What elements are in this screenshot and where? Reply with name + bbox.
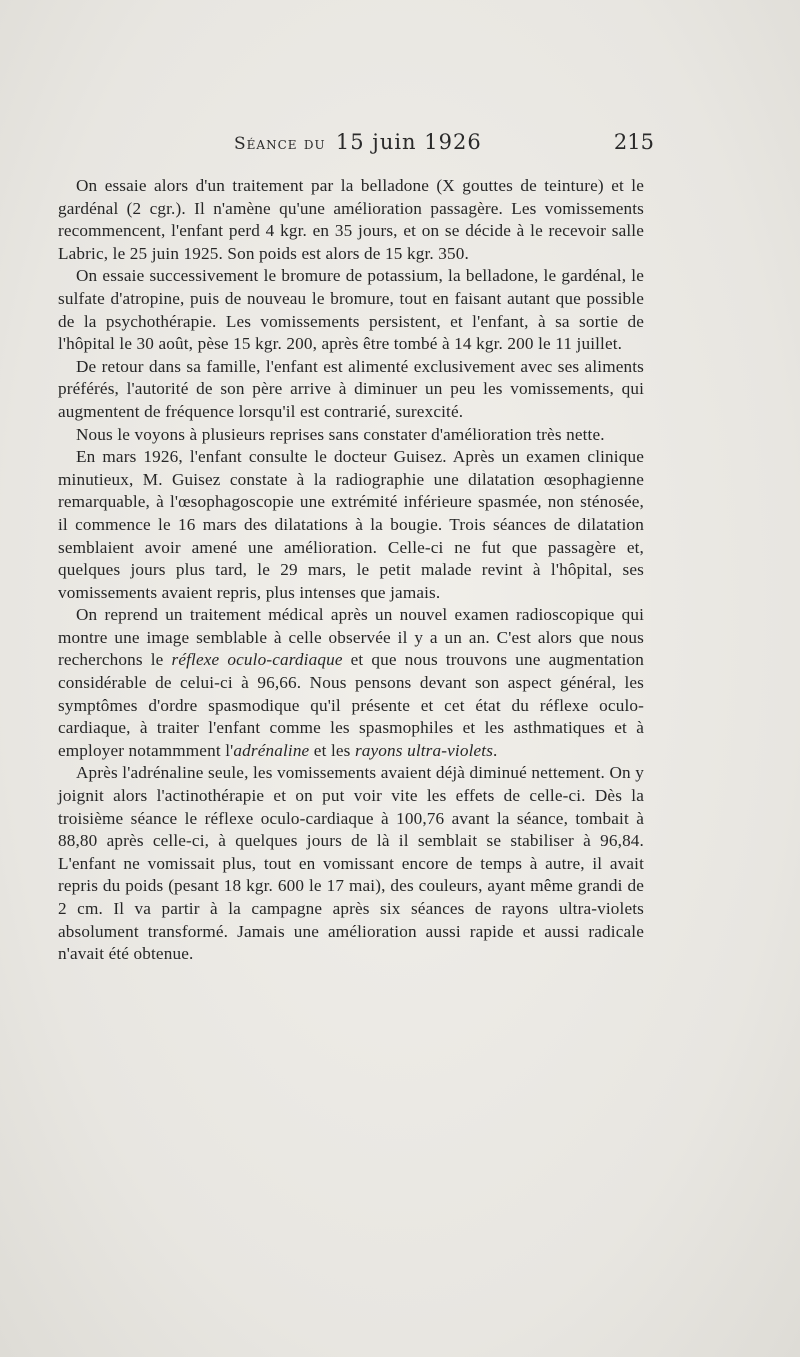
paragraph-6-text-c: et les [309,740,355,760]
emphasis-reflexe: réflexe oculo-cardiaque [171,650,343,670]
paragraph-6 [58,604,644,762]
running-head-date: 15 juin 1926 [335,130,482,154]
paragraph-7: Après l'adrénaline seule, les vomissements avaient déjà diminué nettement. On y joignit alors l'actinothérapie et on put voir vite les effets de celle-ci. Dès la troisième séance le réflexe oculo-cardiaque à 100,76 avant la séance, tombait à 88,80 après celle-ci, à quelques jours de là il semblait se stabiliser à 96,84. L'enfant ne vomissait plus, tout en vomissant encore de temps à autre, il avait repris du poids (pesant 18 kgr. 600 le 17 mai), des couleurs, ayant même grandi de 2 cm. Il va partir à la campagne après six séances de rayons ultra-violets absolument transformé. Jamais une amélioration aussi rapide et aussi radicale n'avait été obtenue. [58,763,644,964]
emphasis-rayons: rayons ultra-violets [354,740,494,760]
paragraph-5: En mars 1926, l'enfant consulte le docteur Guisez. Après un examen clinique minutieux, M. Guisez constate à la radiographie une dilatation œsophagienne remarquable, à l'œsophagoscopie une extrémité inférieure spasmée, non sténosée, il commence le 16 mars des dilatations à la bougie. Trois séances de dilatation semblaient avoir amené une amélioration. Celle-ci ne fut que passagère et, quelques jours plus tard, le 29 mars, le petit malade revint à l'hôpital, ses vomissements avaient repris, plus intenses que jamais. [58,447,644,602]
paragraph-3: De retour dans sa famille, l'enfant est alimenté exclusivement avec ses aliments préférés, l'autorité de son père arrive à diminuer un peu les vomissements, qui augmentent de fréquence lorsqu'il est contrarié, surexcité. [58,356,644,421]
running-head [234,130,482,154]
paragraph-1: On essaie alors d'un traitement par la belladone (X gouttes de teinture) et le gardénal (2 cgr.). Il n'amène qu'une amélioration passagère. Les vomissements recommencent, l'enfant perd 4 kgr. en 35 jours, et on se décide à le recevoir salle Labric, le 25 juin 1925. Son poids est alors de 15 kgr. 350. [58,176,644,263]
paragraph-6-text-b: et que nous trouvons une augmentation considérable de celui-ci à 96,66. Nous pensons devant son aspect général, les symptômes d'ordre spasmodique qu'il présente et cet état du réflexe oculo-cardiaque, à traiter l'enfant comme les spasmophiles et les asthmatiques et à employer notammment l' [58,650,644,760]
page-header [62,130,652,162]
paragraph-2: On essaie successivement le bromure de potassium, la belladone, le gardénal, le sulfate d'atropine, puis de nouveau le bromure, tout en faisant autant que possible de la psychothérapie. Les vomissements persistent, et l'enfant, à sa sortie de l'hôpital le 30 août, pèse 15 kgr. 200, après être tombé à 14 kgr. 200 le 11 juillet. [58,266,644,354]
paragraph-6-text-d: . [493,740,498,760]
running-head-text: Séance du [234,134,326,154]
paragraph-4: Nous le voyons à plusieurs reprises sans constater d'amélioration très nette. [76,424,605,444]
body-text [58,175,644,966]
paragraph-6-text-a: On reprend un traitement médical après un nouvel examen radioscopique qui montre une image semblable à celle observée il y a un an. C'est alors que nous recherchons le [58,605,644,670]
page-number: 215 [613,130,654,154]
emphasis-adrenaline: adrénaline [233,740,310,760]
